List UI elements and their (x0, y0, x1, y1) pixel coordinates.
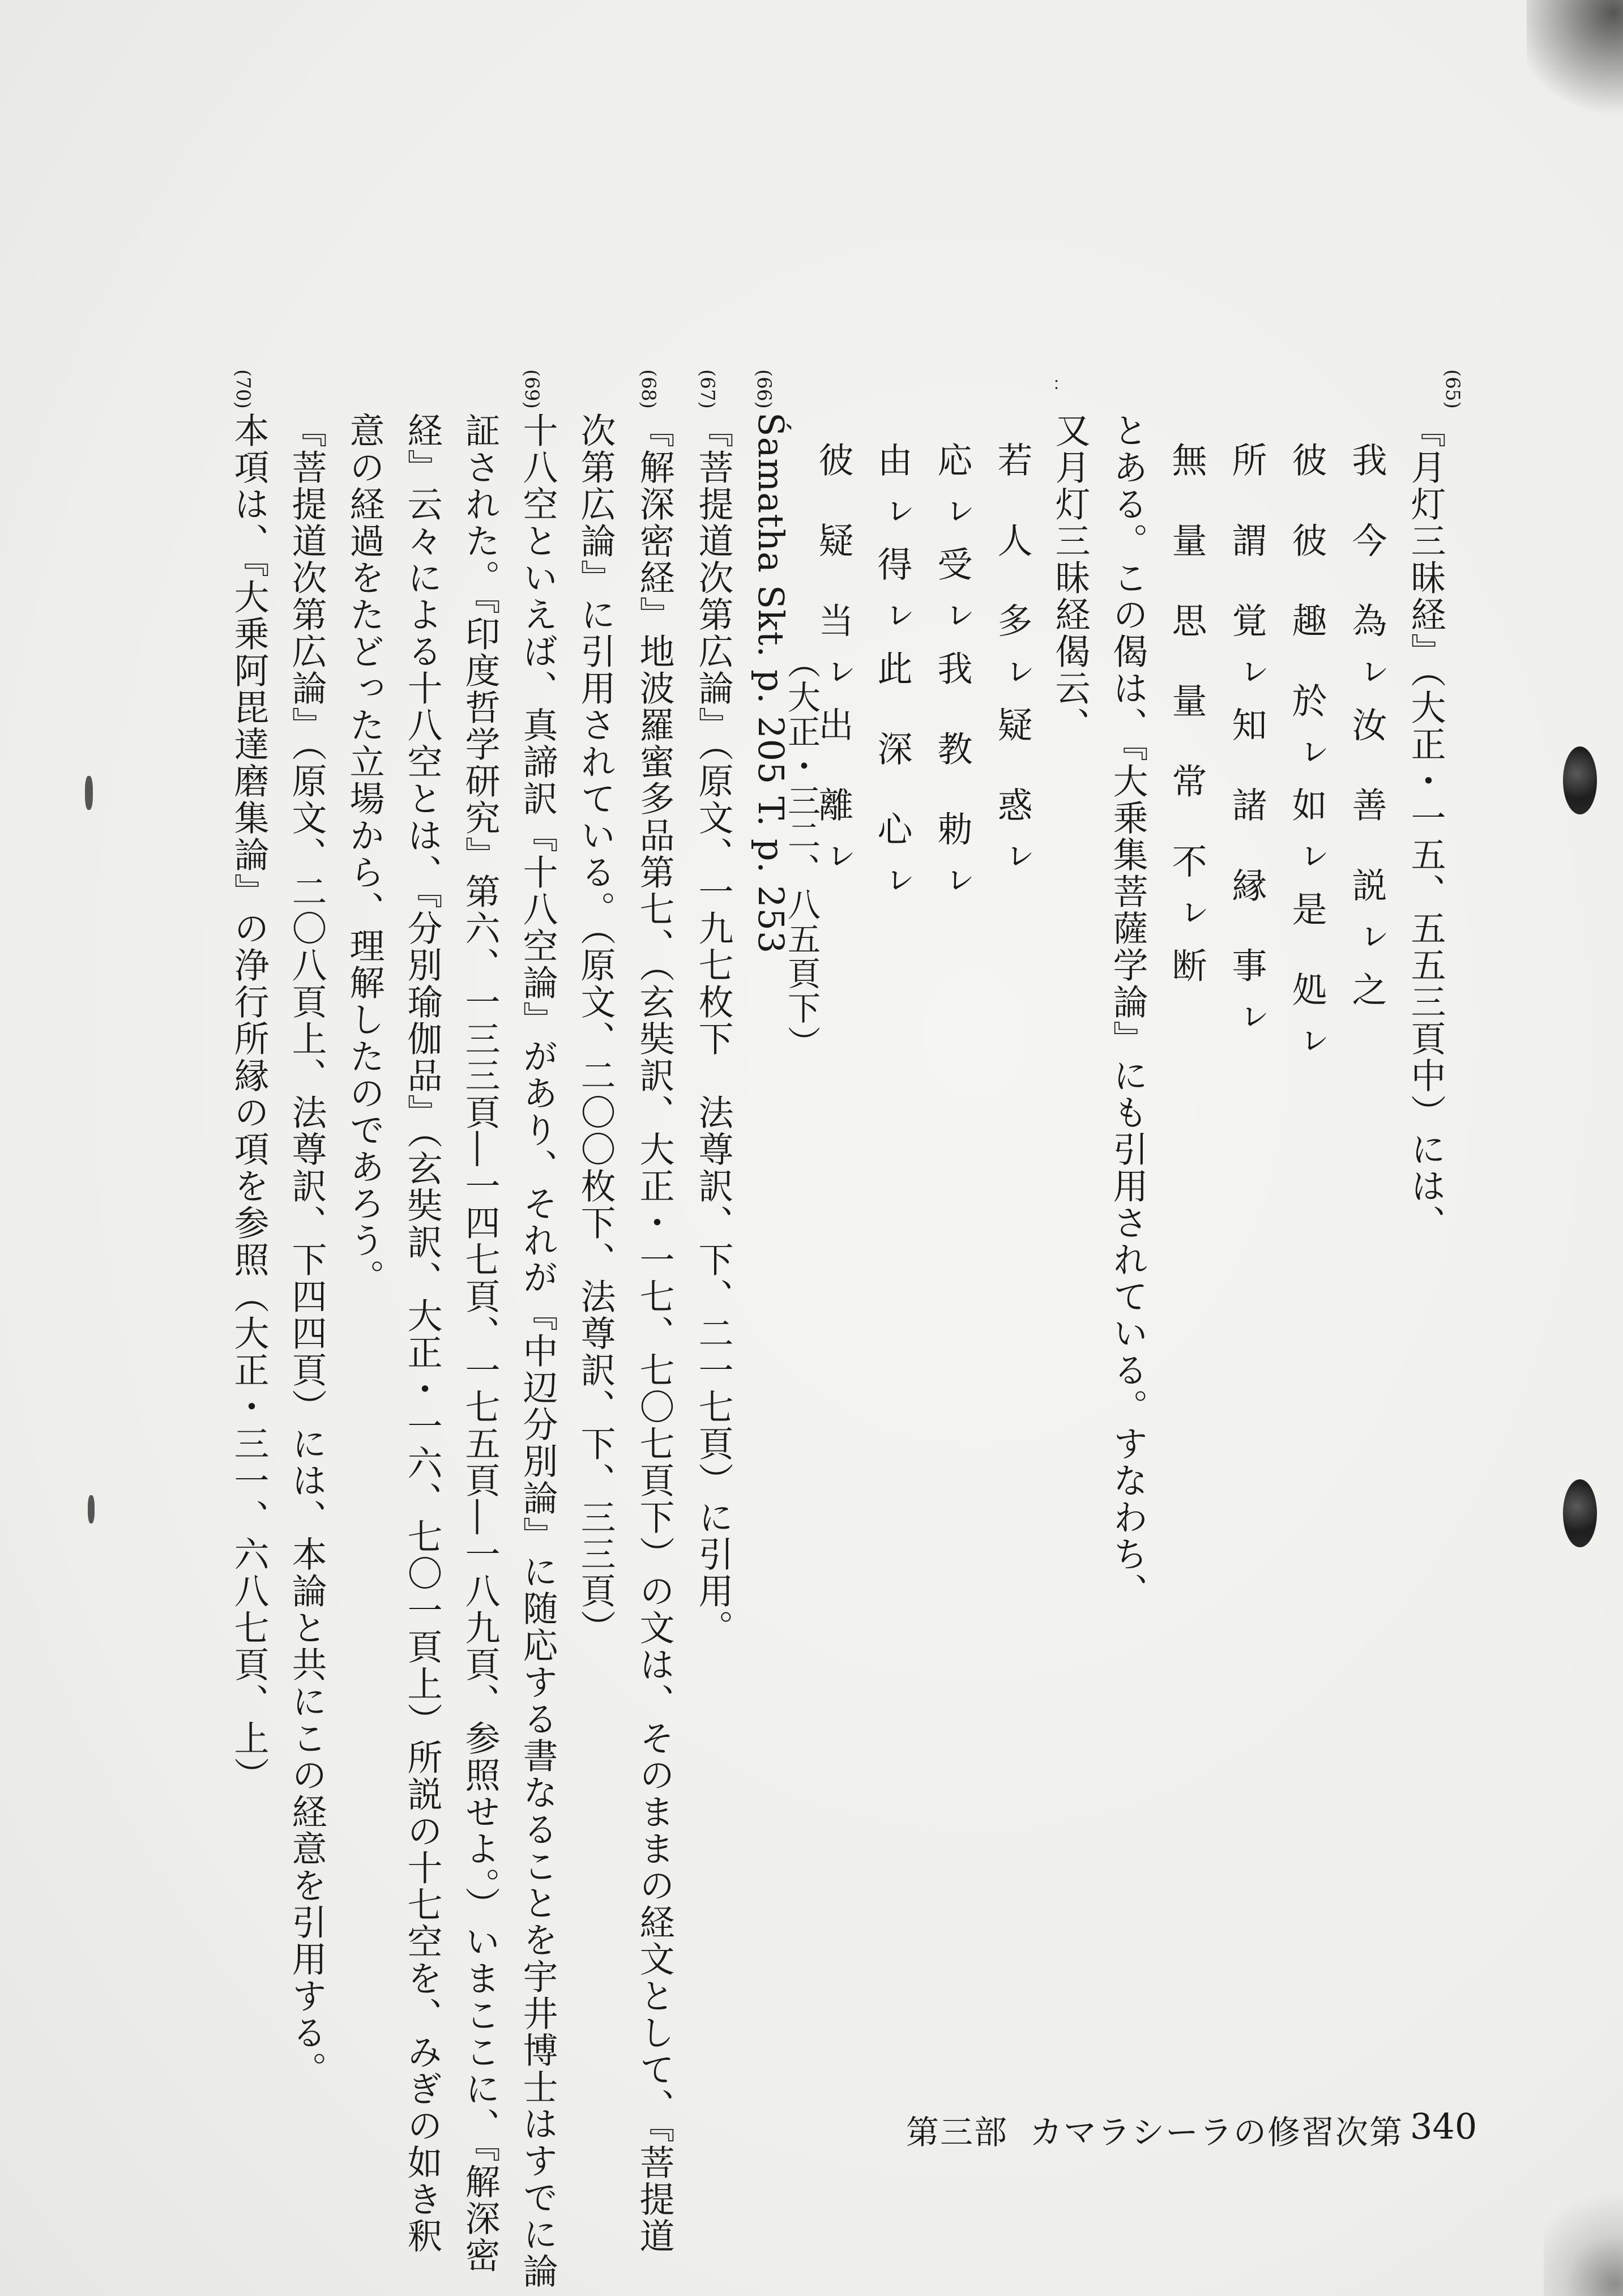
footnote-69-text-line-4: 意の経過をたどった立場から、理解したのであろう。 (344, 412, 385, 1296)
footnote-number-69: (69) (520, 369, 543, 409)
verse-line-5: 若 人 多ㇾ疑 惑ㇾ (992, 442, 1033, 891)
text-column-7: 又月灯三昧経偈云、 (1049, 412, 1091, 744)
page-footer (906, 2106, 1477, 2153)
verse-line-8: 彼 疑 当ㇾ出 離ㇾ (813, 442, 854, 891)
verse-line-2: 彼 彼 趣 於ㇾ如ㇾ是 処ㇾ (1286, 442, 1327, 1076)
footnote-69-text-line-1: 十八空といえば、真諦訳『十八空論』があり、それが『中辺分別論』に随応する書なることを宇井博士はすでに論 (517, 412, 558, 2290)
verse-line-1: 我 今 為ㇾ汝 善 説ㇾ之 (1346, 442, 1387, 1023)
footnote-70-text: 本項は、『大乗阿毘達磨集論』の浄行所縁の項を参照（大正・三一、六八七頁、上） (228, 412, 270, 1794)
footnote-68-text-line-2: 次第広論』に引用されている。（原文、二〇〇枚下、法尊訳、下、三三頁） (575, 412, 616, 1646)
footnote-number-65: (65) (1441, 369, 1464, 409)
binder-hole-bottom (1563, 1479, 1597, 1547)
verse-line-6: 応ㇾ受ㇾ我 教 勅ㇾ (932, 442, 973, 915)
footnote-68-text-line-1: 『解深密経』地波羅蜜多品第七、（玄奘訳、大正・一七、七〇七頁下）の文は、そのままの経文として、『菩提道 (634, 412, 675, 2255)
verse-line-3: 所 謂 覚ㇾ知 諸 縁 事ㇾ (1226, 442, 1267, 1052)
footnote-number-67: (67) (696, 369, 719, 409)
scan-corner-shadow-bottom (1544, 2183, 1623, 2296)
footnote-number-66: (66) (753, 369, 775, 409)
footnote-number-68: (68) (637, 369, 660, 409)
footnote-69-text-line-2: 証された。『印度哲学研究』第六、一三三頁―一四七頁、一七五頁―一八九頁、参照せよ。）いまここに、『解深密 (459, 412, 501, 2274)
ellipsis-marks: ： (1040, 378, 1060, 395)
footnote-69-text-line-5: 『菩提道次第広論』（原文、二〇八頁上、法尊訳、下四四頁）には、本論と共にこの経意を引用する。 (286, 412, 327, 2088)
footnote-66-text: Śamatha Skt. p. 205 T. p. 253 (750, 412, 792, 954)
footnote-69-text-line-3: 経』云々による十八空とは、『分別瑜伽品』（玄奘訳、大正・一六、七〇一頁上）所説の十七空を、みぎの如き釈 (402, 412, 443, 2255)
verse-line-7: 由ㇾ得ㇾ此 深 心ㇾ (872, 442, 913, 915)
scan-speck-1 (85, 776, 93, 810)
scan-corner-shadow-top (1527, 0, 1623, 130)
text-column-6: とある。この偈は、『大乗集菩薩学論』にも引用されている。すなわち、 (1107, 412, 1148, 1610)
citation-taisho: （大正・三二、八五頁下） (782, 646, 821, 1060)
page-number: 340 (1410, 2106, 1477, 2147)
footnote-67-text: 『菩提道次第広論』（原文、一九七枚下 法尊訳、下、二一七頁）に引用。 (693, 412, 734, 1646)
binder-hole-top (1563, 746, 1597, 814)
verse-line-4: 無 量 思 量 常 不ㇾ断 (1166, 442, 1207, 1000)
footer-part: 第三部 (906, 2113, 1009, 2152)
text-column-1: 『月灯三昧経』（大正・一五、五五三頁中）には、 (1405, 412, 1446, 1241)
scan-speck-2 (88, 1495, 95, 1523)
footer-title: カマラシーラの修習次第 (1030, 2113, 1404, 2152)
footnote-number-70: (70) (232, 369, 254, 409)
